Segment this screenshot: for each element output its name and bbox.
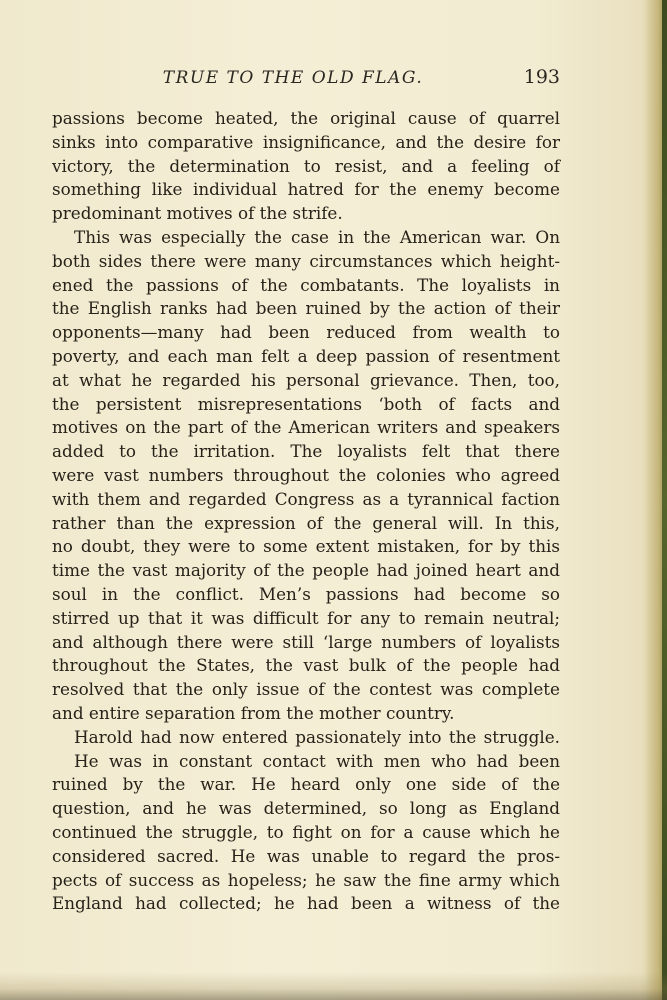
- text-line: question, and he was determined, so long as England: [52, 798, 560, 819]
- book-spine-edge: [662, 0, 667, 1000]
- text-line: with them and regarded Congress as a tyrannical faction: [52, 488, 560, 509]
- page-bottom-shadow: [0, 972, 667, 1000]
- body-text: [52, 107, 560, 916]
- text-line: added to the irritation. The loyalists felt that there: [52, 441, 560, 462]
- text-line: were vast numbers throughout the colonies who agreed: [52, 464, 560, 485]
- page-header: [52, 68, 560, 94]
- text-line: the persistent misrepresentations ‘both of facts and: [52, 393, 560, 414]
- text-line: continued the struggle, to fight on for a cause which he: [52, 821, 560, 842]
- text-line: time the vast majority of the people had joined heart and: [52, 560, 560, 581]
- running-title: TRUE TO THE OLD FLAG.: [162, 68, 424, 88]
- text-line: and although there were still ‘large numbers of loyalists: [52, 631, 560, 652]
- text-line: ened the passions of the combatants. The loyalists in: [52, 274, 560, 295]
- text-line: Harold had now entered passionately into the struggle.: [74, 726, 560, 747]
- text-line: considered sacred. He was unable to regard the pros-: [52, 845, 560, 866]
- text-line: opponents—many had been reduced from wealth to: [52, 322, 560, 343]
- text-line: the English ranks had been ruined by the action of their: [52, 298, 560, 319]
- text-line: ruined by the war. He heard only one side of the: [52, 774, 560, 795]
- text-line: poverty, and each man felt a deep passion of resentment: [52, 345, 560, 366]
- text-line: soul in the conflict. Men’s passions had become so: [52, 583, 560, 604]
- text-line: This was especially the case in the American war. On: [74, 226, 560, 247]
- text-line: predominant motives of the strife.: [52, 203, 343, 224]
- text-line: He was in constant contact with men who had been: [74, 750, 560, 771]
- text-line: victory, the determination to resist, and a feeling of: [52, 155, 560, 176]
- text-line: at what he regarded his personal grievance. Then, too,: [52, 369, 560, 390]
- text-line: passions become heated, the original cause of quarrel: [52, 108, 560, 128]
- text-line: no doubt, they were to some extent mistaken, for by this: [52, 536, 560, 557]
- text-line: something like individual hatred for the enemy become: [52, 179, 560, 200]
- text-line: throughout the States, the vast bulk of the people had: [52, 655, 560, 676]
- text-line: resolved that the only issue of the contest was complete: [52, 679, 560, 700]
- text-line: stirred up that it was difficult for any to remain neutral;: [52, 607, 560, 628]
- text-line: rather than the expression of the general will. In this,: [52, 512, 560, 533]
- text-line: and entire separation from the mother country.: [52, 702, 455, 723]
- text-line: England had collected; he had been a witness of the: [52, 893, 560, 914]
- text-line: both sides there were many circumstances which height-: [52, 250, 560, 271]
- text-line: motives on the part of the American writers and speakers: [52, 417, 560, 438]
- page-number: 193: [523, 66, 560, 88]
- text-line: sinks into comparative insignificance, and the desire for: [52, 131, 560, 152]
- text-line: pects of success as hopeless; he saw the fine army which: [52, 869, 560, 890]
